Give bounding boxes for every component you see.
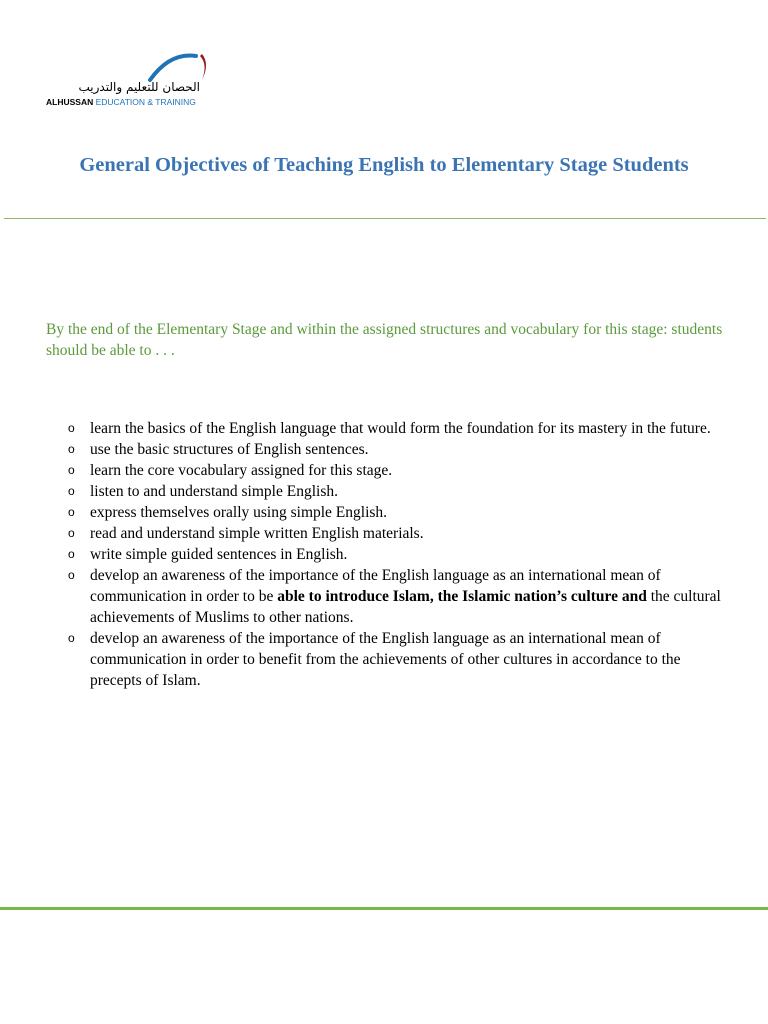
- objective-item: [62, 418, 732, 439]
- objective-text: learn the basics of the English language that would form the foundation for its mastery in the future.: [90, 420, 711, 437]
- objective-text-end: the cultural achievements of Muslims to other nations.: [90, 588, 721, 626]
- title-divider: [4, 218, 766, 219]
- bullet-marker: o: [68, 484, 75, 498]
- objective-text: learn the core vocabulary assigned for this stage.: [90, 462, 393, 479]
- bullet-marker: o: [68, 442, 75, 456]
- intro-paragraph: By the end of the Elementary Stage and within the assigned structures and vocabulary for this stage: students should be able to . . .: [46, 321, 723, 359]
- objective-text: express themselves orally using simple English.: [90, 504, 388, 521]
- objective-text-start: develop an awareness of the importance of the English language as an international mean of communication in order to be: [90, 567, 661, 605]
- objectives-list: [62, 418, 732, 691]
- company-logo: [46, 50, 216, 110]
- objective-text: listen to and understand simple English.: [90, 483, 338, 500]
- bullet-marker: o: [68, 547, 75, 561]
- objective-item: [62, 565, 732, 628]
- bullet-marker: o: [68, 421, 75, 435]
- objective-item: [62, 439, 732, 460]
- logo-arabic-text: الحصان للتعليم والتدريب: [78, 80, 200, 94]
- logo-arc-icon: [148, 50, 214, 84]
- objective-text: write simple guided sentences in English.: [90, 546, 348, 563]
- objective-text: read and understand simple written English materials.: [90, 525, 424, 542]
- objective-text: develop an awareness of the importance of the English language as an international mean of communication in order to benefit from the achievements of other cultures in accordance to the precepts of Islam.: [90, 630, 681, 689]
- bullet-marker: o: [68, 631, 75, 645]
- bullet-marker: o: [68, 568, 75, 582]
- objective-item: [62, 544, 732, 565]
- objective-item: [62, 481, 732, 502]
- logo-tagline: EDUCATION & TRAINING: [93, 97, 196, 107]
- objective-text-emphasis: able to introduce Islam, the Islamic nation’s culture and: [277, 588, 647, 605]
- document-title: General Objectives of Teaching English to Elementary Stage Students: [79, 154, 689, 176]
- objective-item: [62, 460, 732, 481]
- objective-item: [62, 628, 732, 691]
- logo-english-text: [46, 97, 196, 108]
- footer-divider: [0, 907, 768, 910]
- logo-brand: ALHUSSAN: [46, 97, 94, 107]
- objective-text: use the basic structures of English sentences.: [90, 441, 369, 458]
- bullet-marker: o: [68, 505, 75, 519]
- bullet-marker: o: [68, 526, 75, 540]
- objective-item: [62, 502, 732, 523]
- objective-item: [62, 523, 732, 544]
- bullet-marker: o: [68, 463, 75, 477]
